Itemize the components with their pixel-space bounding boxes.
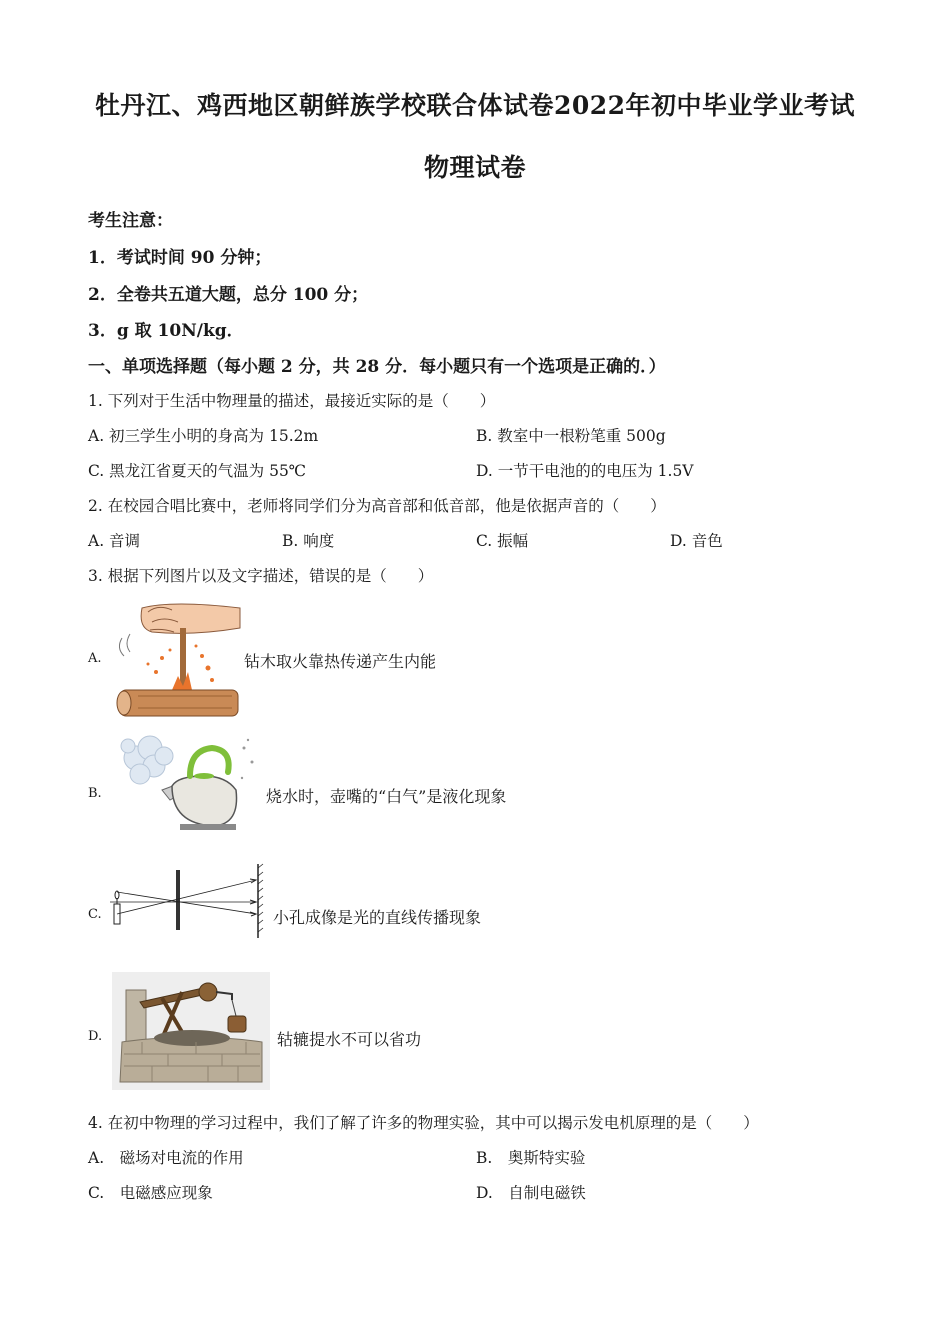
question-3-option-a-label: A.: [88, 651, 102, 666]
notice-item-1: 1．考试时间 90 分钟；: [88, 248, 272, 268]
question-2-option-c: C. 振幅: [476, 532, 529, 550]
windlass-well-image: [112, 972, 270, 1090]
question-4-option-b: B. 奥斯特实验: [476, 1149, 586, 1167]
question-2-stem: 2. 在校园合唱比赛中，老师将同学们分为高音部和低音部，他是依据声音的（ ）: [88, 497, 666, 515]
question-4-option-c: C. 电磁感应现象: [88, 1184, 213, 1202]
page-title: 牡丹江、鸡西地区朝鲜族学校联合体试卷2022年初中毕业学业考试: [94, 91, 856, 120]
question-3-option-d-text: 轱辘提水不可以省功: [277, 1030, 422, 1049]
question-4-stem: 4. 在初中物理的学习过程中，我们了解了许多的物理实验，其中可以揭示发电机原理的是（ ）: [88, 1114, 759, 1132]
question-1-option-a: A. 初三学生小明的身高为 15.2m: [88, 427, 319, 445]
notice-heading: 考生注意：: [88, 211, 173, 231]
question-1-stem: 1. 下列对于生活中物理量的描述，最接近实际的是（ ）: [88, 392, 496, 410]
question-2-option-d: D. 音色: [670, 532, 723, 550]
question-1-option-b: B. 教室中一根粉笔重 500g: [476, 427, 666, 445]
question-3-stem: 3. 根据下列图片以及文字描述，错误的是（ ）: [88, 567, 434, 585]
question-3-option-b-text: 烧水时，壶嘴的“白气”是液化现象: [266, 787, 507, 806]
question-2-option-a: A. 音调: [88, 532, 141, 550]
question-4-option-a: A. 磁场对电流的作用: [88, 1149, 244, 1167]
pinhole-imaging-diagram: [110, 862, 268, 942]
page-subtitle: 物理试卷: [423, 153, 526, 182]
section-heading: 一、单项选择题（每小题 2 分，共 28 分．每小题只有一个选项是正确的．）: [88, 357, 666, 377]
question-2-option-b: B. 响度: [282, 532, 335, 550]
drilling-wood-fire-image: [112, 598, 242, 718]
question-3-option-b-label: B.: [88, 786, 102, 801]
question-3-option-c-text: 小孔成像是光的直线传播现象: [273, 908, 482, 927]
question-3-option-d-label: D.: [88, 1029, 103, 1044]
question-1-option-d: D. 一节干电池的的电压为 1.5V: [476, 462, 694, 480]
notice-item-2: 2．全卷共五道大题，总分 100 分；: [88, 285, 369, 305]
notice-item-3: 3．g 取 10N/kg．: [88, 321, 244, 341]
question-4-option-d: D. 自制电磁铁: [476, 1184, 586, 1202]
kettle-steam-image: [114, 728, 260, 840]
question-1-option-c: C. 黑龙江省夏天的气温为 55℃: [88, 462, 307, 480]
question-3-option-c-label: C.: [88, 907, 102, 922]
question-3-option-a-text: 钻木取火靠热传递产生内能: [244, 652, 437, 671]
